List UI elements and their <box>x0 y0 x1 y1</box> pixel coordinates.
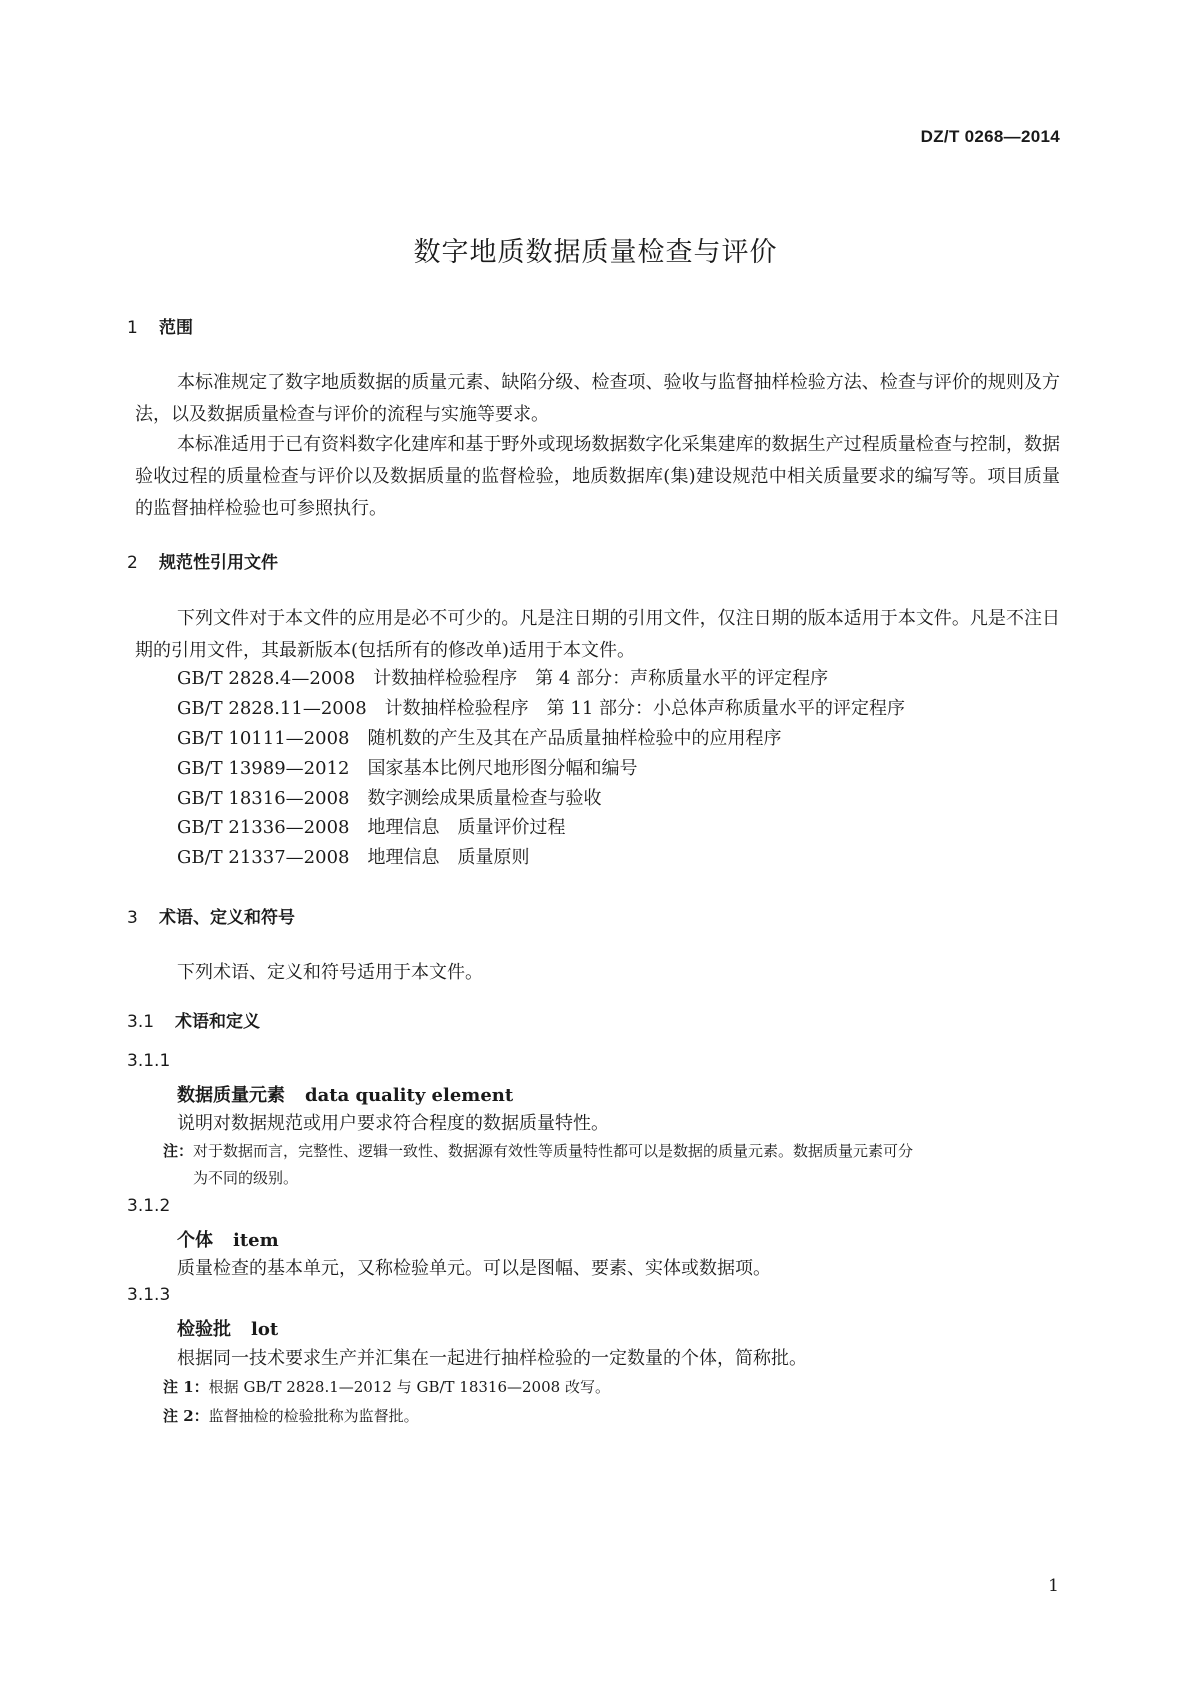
term-zh: 数据质量元素 <box>177 1085 285 1106</box>
note-label: 注 1： <box>163 1378 209 1396</box>
term-number: 3.1.2 <box>127 1196 171 1216</box>
term-en: lot <box>251 1319 279 1340</box>
subsection-number: 3.1 <box>127 1012 155 1032</box>
term-definition: 说明对数据规范或用户要求符合程度的数据质量特性。 <box>177 1113 609 1134</box>
term-en: item <box>233 1230 279 1251</box>
reference-item: GB/T 21336—2008 地理信息 质量评价过程 <box>177 817 566 838</box>
section-title: 术语、定义和符号 <box>159 908 295 928</box>
note-text: 根据 GB/T 2828.1—2012 与 GB/T 18316—2008 改写。 <box>208 1378 610 1396</box>
term-heading <box>177 1081 513 1107</box>
reference-item: GB/T 13989—2012 国家基本比例尺地形图分幅和编号 <box>177 758 638 779</box>
term-definition: 质量检查的基本单元，又称检验单元。可以是图幅、要素、实体或数据项。 <box>177 1258 771 1279</box>
note-text: 监督抽检的检验批称为监督批。 <box>208 1407 419 1425</box>
section-1-heading <box>127 313 193 338</box>
section-number: 3 <box>127 908 138 928</box>
section-2-heading <box>127 548 278 573</box>
reference-item: GB/T 18316—2008 数字测绘成果质量检查与验收 <box>177 788 602 809</box>
term-en: data quality element <box>305 1085 514 1106</box>
paragraph: 下列术语、定义和符号适用于本文件。 <box>177 962 483 983</box>
term-number: 3.1.3 <box>127 1285 171 1305</box>
subsection-3-1-heading <box>127 1007 260 1032</box>
note <box>163 1140 913 1161</box>
document-code: DZ/T 0268—2014 <box>920 127 1060 146</box>
paragraph: 本标准规定了数字地质数据的质量元素、缺陷分级、检查项、验收与监督抽样检验方法、检查与评价的规则及方法，以及数据质量检查与评价的流程与实施等要求。 <box>135 372 1060 425</box>
note-text: 对于数据而言，完整性、逻辑一致性、数据源有效性等质量特性都可以是数据的质量元素。数据质量元素可分 <box>193 1142 914 1160</box>
section-title: 规范性引用文件 <box>159 553 278 573</box>
note-continuation: 为不同的级别。 <box>193 1169 299 1187</box>
note-label: 注 2： <box>163 1407 209 1425</box>
reference-item: GB/T 2828.4—2008 计数抽样检验程序 第 4 部分：声称质量水平的评定程序 <box>177 668 829 689</box>
paragraph: 下列文件对于本文件的应用是必不可少的。凡是注日期的引用文件，仅注日期的版本适用于本文件。凡是不注日期的引用文件，其最新版本(包括所有的修改单)适用于本文件。 <box>135 608 1060 661</box>
document-title: 数字地质数据质量检查与评价 <box>413 237 778 268</box>
term-definition: 根据同一技术要求生产并汇集在一起进行抽样检验的一定数量的个体，简称批。 <box>177 1348 807 1369</box>
section-title: 范围 <box>159 318 193 338</box>
paragraph: 本标准适用于已有资料数字化建库和基于野外或现场数据数字化采集建库的数据生产过程质量检查与控制，数据验收过程的质量检查与评价以及数据质量的监督检验，地质数据库(集)建设规范中相关质量要求的编写等。项目质量的监督抽样检验也可参照执行。 <box>135 434 1060 519</box>
section-3-heading <box>127 903 295 928</box>
note-2 <box>163 1405 419 1426</box>
reference-item: GB/T 10111—2008 随机数的产生及其在产品质量抽样检验中的应用程序 <box>177 728 782 749</box>
term-zh: 检验批 <box>177 1319 231 1340</box>
term-heading <box>177 1226 279 1252</box>
term-heading <box>177 1315 278 1341</box>
subsection-title: 术语和定义 <box>175 1012 260 1032</box>
reference-item: GB/T 2828.11—2008 计数抽样检验程序 第 11 部分：小总体声称质量水平的评定程序 <box>177 698 905 719</box>
term-zh: 个体 <box>177 1230 213 1251</box>
reference-item: GB/T 21337—2008 地理信息 质量原则 <box>177 847 530 868</box>
term-number: 3.1.1 <box>127 1051 171 1071</box>
note-1 <box>163 1376 610 1397</box>
section-number: 1 <box>127 318 138 338</box>
section-number: 2 <box>127 553 138 573</box>
note-label: 注： <box>163 1142 194 1160</box>
page-number: 1 <box>1048 1576 1059 1596</box>
